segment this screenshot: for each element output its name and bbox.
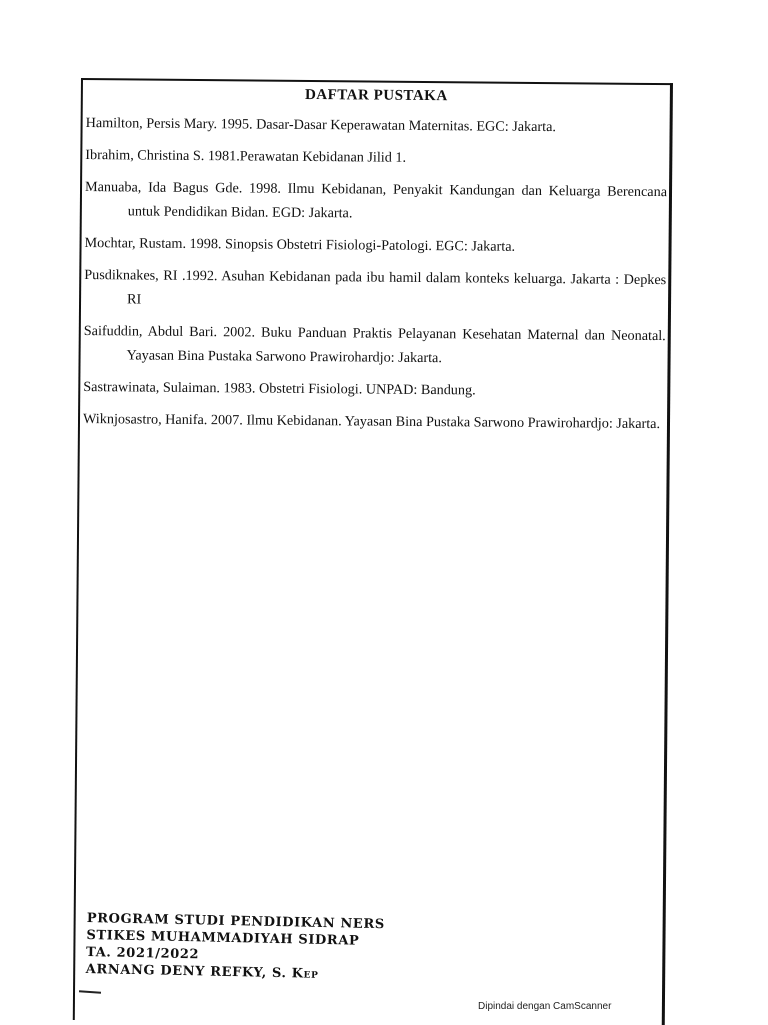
stamp-line-year: TA. 2021/2022	[85, 944, 200, 963]
stamp-line-institution: STIKES MUHAMMADIYAH SIDRAP	[86, 927, 360, 949]
reference-item: Saifuddin, Abdul Bari. 2002. Buku Panduan Praktis Pelayanan Kesehatan Maternal dan Neonatal. Yayasan Bina Pustaka Sarwono Prawirohardjo: Jakarta.	[83, 323, 666, 367]
reference-item: Wiknjosastro, Hanifa. 2007. Ilmu Kebidanan. Yayasan Bina Pustaka Sarwono Prawirohardjo: Jakarta.	[82, 411, 661, 433]
reference-item: Ibrahim, Christina S. 1981.Perawatan Kebidanan Jilid 1.	[85, 147, 407, 166]
reference-list	[83, 111, 668, 444]
institution-stamp	[86, 910, 385, 984]
page-border	[73, 78, 673, 1025]
page-title: DAFTAR PUSTAKA	[304, 86, 448, 105]
stamp-line-program: PROGRAM STUDI PENDIDIKAN NERS	[86, 910, 385, 933]
scanner-watermark: Dipindai dengan CamScanner	[478, 1001, 612, 1012]
reference-item: Mochtar, Rustam. 1998. Sinopsis Obstetri Fisiologi-Patologi. EGC: Jakarta.	[84, 235, 516, 255]
reference-item: Sastrawinata, Sulaiman. 1983. Obstetri Fisiologi. UNPAD: Bandung.	[83, 379, 476, 399]
reference-item: Hamilton, Persis Mary. 1995. Dasar-Dasar Keperawatan Maternitas. EGC: Jakarta.	[85, 115, 557, 136]
reference-item: Manuaba, Ida Bagus Gde. 1998. Ilmu Kebidanan, Penyakit Kandungan dan Keluarga Berencana untuk Pendidikan Bidan. EGD: Jakarta.	[84, 179, 668, 222]
reference-item: Pusdiknakes, RI .1992. Asuhan Kebidanan pada ibu hamil dalam konteks keluarga. Jakarta : Depkes RI	[84, 267, 667, 308]
stamp-line-author: ARNANG DENY REFKY, S. Kep	[85, 961, 319, 982]
